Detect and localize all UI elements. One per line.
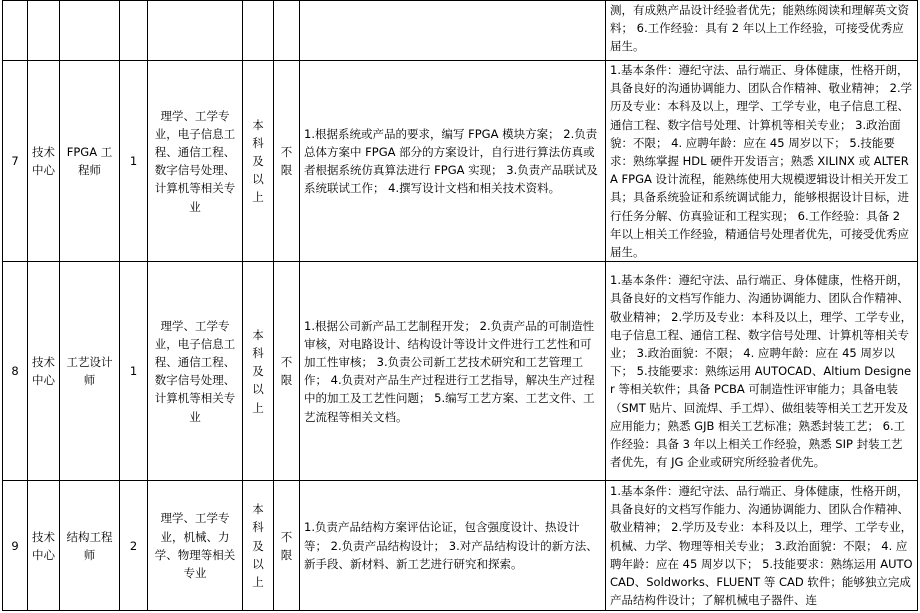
table-row [3,61,918,262]
position-cell: 工艺设计师 [60,262,120,481]
major-cell: 理学、工学专业，电子信息工程、通信工程、数字信号处理、计算机等相关专业 [148,61,243,262]
table-row [3,1,918,61]
duties-cell: 1.根据系统或产品的要求，编写 FPGA 模块方案； 2.负责总体方案中 FPGA 部分的方案设计，自行进行算法仿真或者根据系统仿真算法进行 FPGA 实现； 3.负责产品联试及系统联试工作； 4.撰写设计文档和相关技术资料。 [300,61,606,262]
row-number: 7 [3,61,28,262]
education-cell: 本科及以上 [243,262,274,481]
age-cell: 不限 [274,481,300,611]
education-cell [243,1,274,61]
row-number: 9 [3,481,28,611]
department-cell: 技术中心 [28,481,60,611]
department-cell [28,1,60,61]
department-cell: 技术中心 [28,262,60,481]
requirements-cell: 1.基本条件：遵纪守法、品行端正、身体健康，性格开朗，具备良好的文档写作能力、沟通协调能力、团队合作精神、敬业精神； 2.学历及专业：本科及以上，理学、工学专业，电子信息工程、通信工程、数字信号处理、计算机等相关专业； 3.政治面貌：不限； 4. 应聘年龄：应在 45 周岁以下； 5.技能要求：熟练运用 AUTOCAD、Altium Designer 等相关软件；具备 PCBA 可制造性评审能力；具备电装（SMT 贴片、回流焊、手工焊）、做组装等相关工艺开发及应用能力；熟悉 GJB 相关工艺标准；熟悉封装工艺； 6.工作经验：具备 3 年以上相关工作经验，熟悉 SIP 封装工艺者优先，有 JG 企业或研究所经验者优先。 [606,262,918,481]
table-row [3,262,918,481]
headcount-cell [120,1,148,61]
table-row [3,481,918,611]
department-cell: 技术中心 [28,61,60,262]
requirements-cell: 1.基本条件：遵纪守法、品行端正、身体健康，性格开朗，具备良好的文档写作能力、沟通协调能力、团队合作精神、敬业精神； 2.学历及专业：本科及以上，理学、工学专业，机械、力学、物理等相关专业； 3.政治面貌：不限； 4. 应聘年龄：应在 45 周岁以下； 5.技能要求：熟练运用 AUTOCAD、Soldworks、FLUENT 等 CAD 软件；能够独立完成产品结构件设计；了解机械电子器件、连 [606,481,918,611]
headcount-cell: 1 [120,262,148,481]
position-cell [60,1,120,61]
duties-cell: 1.根据公司新产品工艺制程开发； 2.负责产品的可制造性审核，对电路设计、结构设计等设计文件进行工艺性和可加工性审核； 3.负责公司新工艺技术研究和工艺管理工作； 4.负责对产品生产过程进行工艺指导，解决生产过程中的加工及工艺性问题； 5.编写工艺方案、工艺文件、工艺流程等相关文档。 [300,262,606,481]
major-cell: 理学、工学专业，机械、力学、物理等相关专业 [148,481,243,611]
age-cell: 不限 [274,262,300,481]
job-listing-table [2,0,918,611]
duties-cell: 1.负责产品结构方案评估论证，包含强度设计、热设计等； 2.负责产品结构设计； 3.对产品结构设计的新方法、新手段、新材料、新工艺进行研究和探索。 [300,481,606,611]
age-cell [274,1,300,61]
requirements-cell: 测，有成熟产品设计经验者优先；能熟练阅读和理解英文资料； 6.工作经验：具有 2 年以上工作经验，可接受优秀应届生。 [606,1,918,61]
position-cell: FPGA 工程师 [60,61,120,262]
education-cell: 本科及以上 [243,61,274,262]
requirements-cell: 1.基本条件：遵纪守法、品行端正、身体健康，性格开朗，具备良好的沟通协调能力、团队合作精神、敬业精神； 2.学历及专业：本科及以上，理学、工学专业，电子信息工程、通信工程、数字信号处理、计算机等相关专业； 3.政治面貌：不限； 4. 应聘年龄：应在 45 周岁以下； 5.技能要求：熟练掌握 HDL 硬件开发语言；熟悉 XILINX 或 ALTERA FPGA 设计流程，能熟练使用大规模逻辑设计相关开发工具；具备系统验证和系统调试能力，能够根据设计目标，进行任务分解、仿真验证和工程实现； 6.工作经验：具备 2 年以上相关工作经验，精通信号处理者优先，可接受优秀应届生。 [606,61,918,262]
headcount-cell: 1 [120,61,148,262]
major-cell: 理学、工学专业，电子信息工程、通信工程、数字信号处理、计算机等相关专业 [148,262,243,481]
major-cell [148,1,243,61]
position-cell: 结构工程师 [60,481,120,611]
education-cell: 本科及以上 [243,481,274,611]
row-number [3,1,28,61]
headcount-cell: 2 [120,481,148,611]
age-cell: 不限 [274,61,300,262]
row-number: 8 [3,262,28,481]
duties-cell [300,1,606,61]
